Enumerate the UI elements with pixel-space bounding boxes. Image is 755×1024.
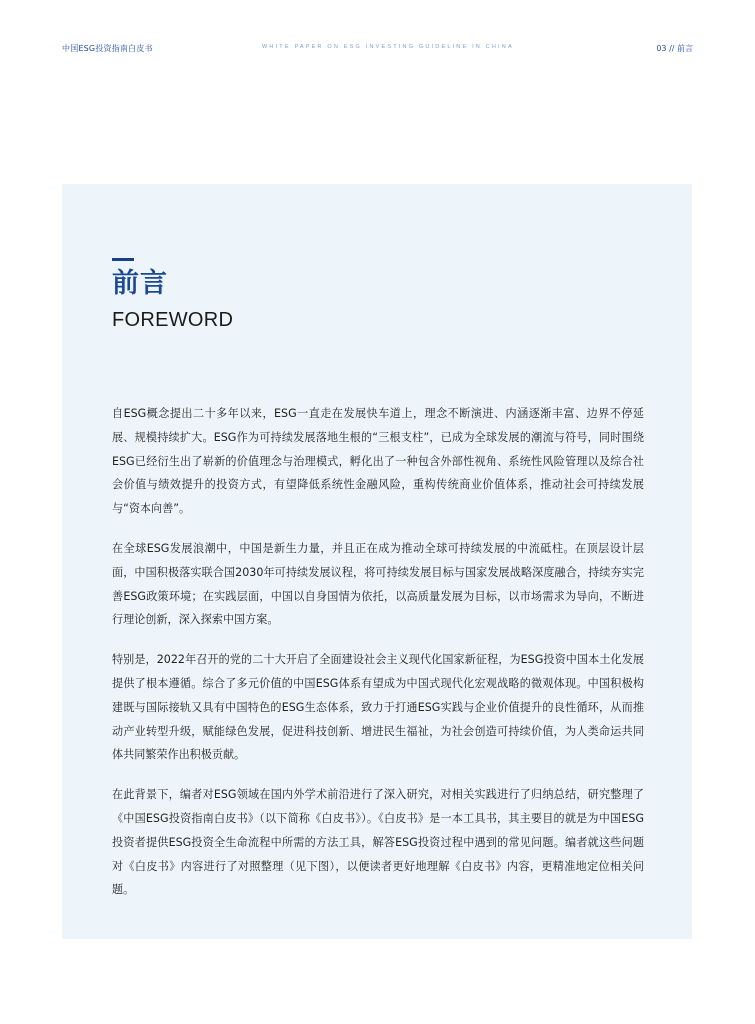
header-page-number: 03 // 前言 bbox=[656, 44, 693, 53]
foreword-body bbox=[112, 402, 644, 918]
header-english-subtitle: WHITE PAPER ON ESG INVESTING GUIDELINE IN CHINA bbox=[262, 44, 514, 50]
header-document-title: 中国ESG投资指南白皮书 bbox=[62, 44, 153, 53]
section-title-en: FOREWORD bbox=[112, 309, 234, 331]
section-title-cn: 前言 bbox=[112, 268, 168, 299]
paragraph-3: 特别是，2022年召开的党的二十大开启了全面建设社会主义现代化国家新征程，为ESG投资中国本土化发展提供了根本遵循。综合了多元价值的中国ESG体系有望成为中国式现代化宏观战略的微观体现。中国积极构建既与国际接轨又具有中国特色的ESG生态体系，致力于打通ESG实践与企业价值提升的良性循环，从而推动产业转型升级，赋能绿色发展，促进科技创新、增进民生福祉，为社会创造可持续价值，为人类命运共同体共同繁荣作出积极贡献。 bbox=[112, 653, 644, 762]
section-title-dash bbox=[112, 258, 134, 261]
paragraph-4: 在此背景下，编者对ESG领域在国内外学术前沿进行了深入研究，对相关实践进行了归纳总结，研究整理了《中国ESG投资指南白皮书》（以下简称《白皮书》）。《白皮书》是一本工具书，其主要目的就是为中国ESG投资者提供ESG投资全生命流程中所需的方法工具，解答ESG投资过程中遇到的常见问题。编者就这些问题对《白皮书》内容进行了对照整理（见下图），以便读者更好地理解《白皮书》内容，更精准地定位相关问题。 bbox=[112, 788, 644, 897]
paragraph-2: 在全球ESG发展浪潮中，中国是新生力量，并且正在成为推动全球可持续发展的中流砥柱。在顶层设计层面，中国积极落实联合国2030年可持续发展议程，将可持续发展目标与国家发展战略深度融合，持续夯实完善ESG政策环境；在实践层面，中国以自身国情为依托，以高质量发展为目标，以市场需求为导向，不断进行理论创新，深入探索中国方案。 bbox=[112, 541, 644, 627]
paragraph-1: 自ESG概念提出二十多年以来，ESG一直走在发展快车道上，理念不断演进、内涵逐渐丰富、边界不停延展、规模持续扩大。ESG作为可持续发展落地生根的“三根支柱”，已成为全球发展的潮流与符号，同时围绕ESG已经衍生出了崭新的价值理念与治理模式，孵化出了一种包含外部性视角、系统性风险管理以及综合社会价值与绩效提升的投资方式，有望降低系统性金融风险，重构传统商业价值体系，推动社会可持续发展与“资本向善”。 bbox=[112, 407, 644, 516]
